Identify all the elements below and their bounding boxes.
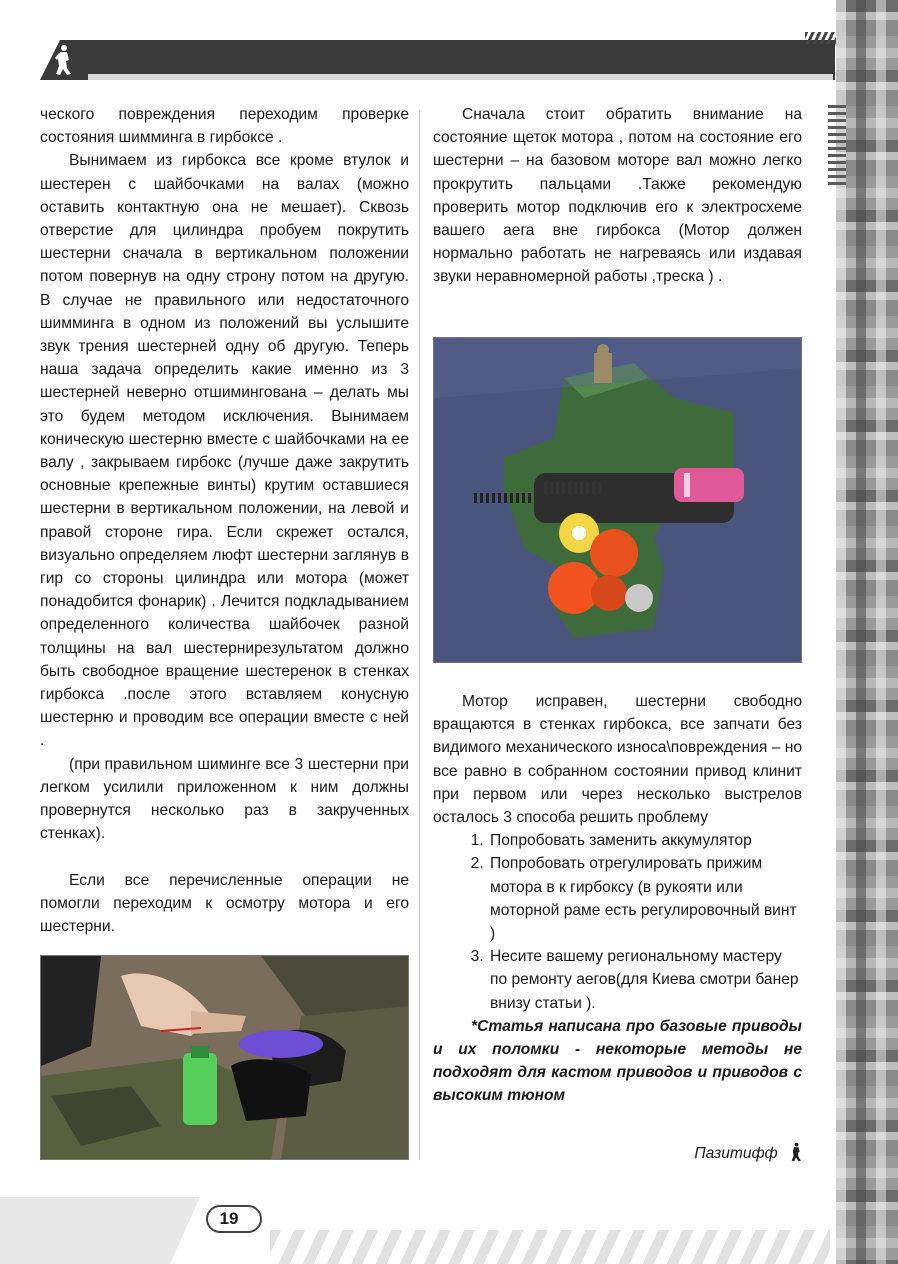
field-repair-photo: [40, 955, 409, 1160]
field-repair-illustration: [41, 956, 409, 1160]
paragraph: Сначала стоит обратить внимание на состояние щеток мотора , потом на состояние его шестерни – на базовом моторе вал можно легко прокрутить пальцами .Также рекомендую проверить мотор подключив его к электросхеме вашего аега вне гирбокса (Мотор должен нормально работать не нагреваясь или издавая звуки неравномерной работы ,треска ) .: [433, 106, 802, 286]
right-column-intro: [433, 103, 802, 289]
paragraph: Если все перечисленные операции не помогли переходим к осмотру мотора и его шестерни.: [40, 871, 409, 935]
footer-hatch: [270, 1230, 830, 1264]
list-item: 3. Несите вашему региональному мастеру по ремонту аегов(для Киева смотри банер внизу статьи ).: [488, 945, 802, 1015]
paragraph: Вынимаем из гирбокса все кроме втулок и шестерен с шайбочками на валах (можно оставить контактную она не мешает). Сквозь отверстие для цилиндра пробуем покрутить шестерни сначала в вертикальном положении потом повернув на одну строну потом на другую. В случае не правильного или недостаточного шимминга в одном из положений вы услышите звук трения шестерней одну об другую. Теперь наша задача определить какие именно из 3 шестерней неверно отшимингована – делать мы это будем методом исключения. Вынимаем коническую шестерню вместе с шайбочками на ее валу , закрываем гирбокс (лучше даже закрутить основные крепежные винты) крутим оставшиеся шестерни в вертикальном положении, на левой и правой стороне гира. Если скрежет остался, визуально определяем люфт шестерни заглянув в гир со стороны цилиндра или мотора (может понадобится фонарик) . Лечится подкладыванием определенного количества шайбочек разной толщины на вал шестернирезультатом должно быть свободное вращение шестеренок в стенках гирбокса .после этого вставляем конусную шестерню и проводим все операции вместе с ней .: [40, 152, 409, 750]
side-stripes: [828, 105, 846, 185]
right-column-solutions: [433, 690, 802, 1108]
soldier-icon: [788, 1142, 804, 1162]
fix-list: [433, 829, 802, 1015]
paragraph: Мотор исправен, шестерни свободно вращаются в стенках гирбокса, все запчати без видимого механического износа\повреждения – но все равно в собранном состоянии привод клинит при первом или через несколько выстрелов осталось 3 способа решить проблему: [433, 693, 802, 827]
footer-band: [0, 1197, 200, 1264]
author-name: Пазитифф: [694, 1145, 778, 1162]
camo-side-strip: [836, 0, 898, 1264]
author-signature: [640, 1142, 804, 1163]
gearbox-photo: [433, 337, 802, 663]
article-note: *Статья написана про базовые приводы и их поломки - некоторые методы не подходят для кастом приводов и приводов с высоким тюном: [433, 1017, 802, 1105]
soldier-logo-icon: [50, 44, 76, 76]
list-item: 1. Попробовать заменить аккумулятор: [488, 829, 802, 852]
left-column: [40, 103, 409, 938]
gearbox-illustration: [434, 338, 801, 662]
paragraph: (при правильном шиминге все 3 шестерни при легком усилили приложенном к ним должны провернутся несколько раз в закрученных стенках).: [40, 755, 409, 843]
list-item: 2. Попробовать отрегулировать прижим мотора в к гирбоксу (в рукояти или моторной раме есть регулировочный винт ): [488, 852, 802, 945]
column-divider: [419, 110, 420, 1160]
page-number: 19: [219, 1209, 239, 1228]
paragraph: ческого повреждения переходим проверке состояния шимминга в гирбоксе .: [40, 106, 409, 147]
header-stripe: [88, 74, 833, 80]
